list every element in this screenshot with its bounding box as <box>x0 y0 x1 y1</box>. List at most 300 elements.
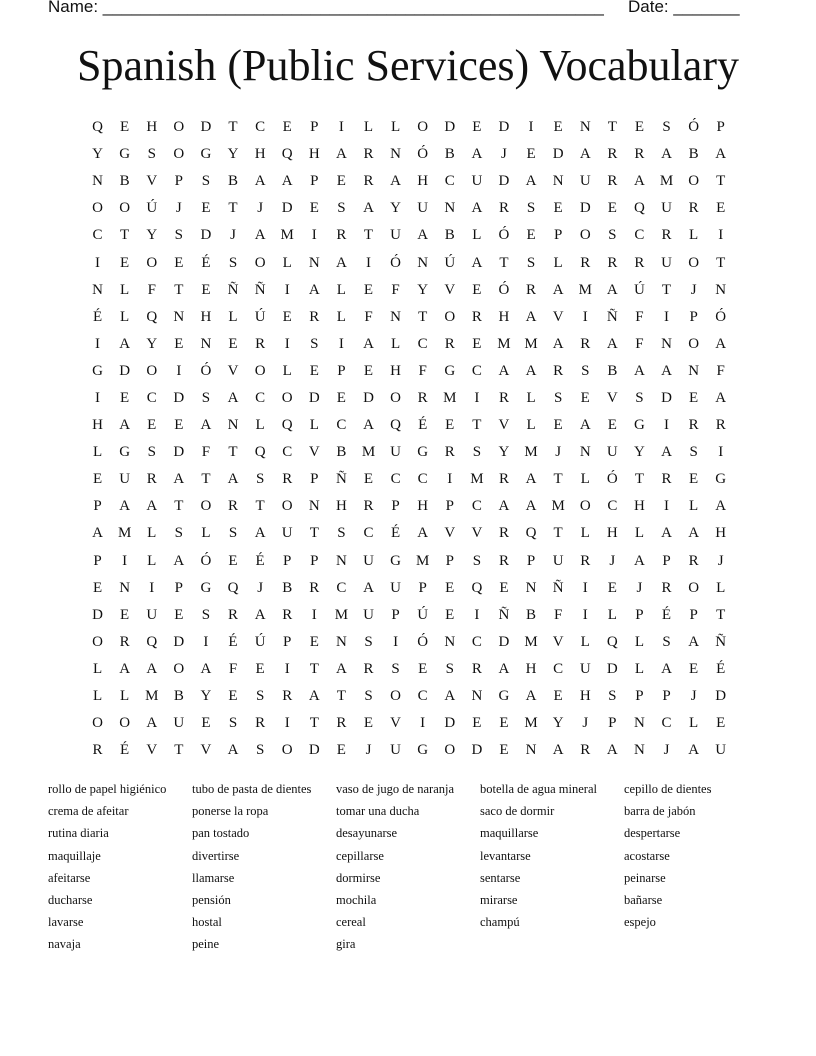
grid-letter[interactable]: V <box>146 742 158 759</box>
grid-letter[interactable]: E <box>363 362 374 379</box>
grid-letter[interactable]: P <box>174 173 183 190</box>
grid-letter[interactable]: T <box>363 227 374 244</box>
grid-letter[interactable]: F <box>228 660 238 677</box>
grid-letter[interactable]: U <box>390 444 401 461</box>
grid-letter[interactable]: U <box>390 742 401 759</box>
grid-letter[interactable]: A <box>661 660 672 677</box>
grid-letter[interactable]: T <box>336 688 346 705</box>
grid-letter[interactable]: L <box>689 715 699 732</box>
grid-letter[interactable]: I <box>664 308 670 325</box>
grid-letter[interactable]: U <box>579 173 591 190</box>
grid-letter[interactable]: Y <box>227 146 239 163</box>
grid-letter[interactable]: R <box>363 146 374 163</box>
grid-letter[interactable]: Q <box>227 579 239 596</box>
grid-letter[interactable]: E <box>716 715 726 732</box>
grid-letter[interactable]: V <box>308 444 320 461</box>
grid-letter[interactable]: B <box>526 606 537 623</box>
grid-letter[interactable]: S <box>472 444 482 461</box>
grid-letter[interactable]: B <box>119 173 130 190</box>
grid-letter[interactable]: D <box>92 606 103 623</box>
grid-letter[interactable]: O <box>390 688 401 705</box>
name-field[interactable]: Name: _____________________________________________________ <box>48 0 604 16</box>
grid-letter[interactable]: É <box>255 552 265 569</box>
grid-letter[interactable]: G <box>417 444 429 461</box>
grid-letter[interactable]: I <box>664 417 670 434</box>
grid-letter[interactable]: Ñ <box>552 579 564 596</box>
grid-letter[interactable]: L <box>309 417 319 434</box>
date-field[interactable]: Date: _______ <box>628 0 740 16</box>
grid-letter[interactable]: N <box>173 308 185 325</box>
grid-letter[interactable]: D <box>606 660 618 677</box>
grid-letter[interactable]: M <box>497 335 511 352</box>
grid-letter[interactable]: T <box>174 281 184 298</box>
grid-letter[interactable]: A <box>606 742 618 759</box>
grid-letter[interactable]: E <box>445 417 455 434</box>
grid-letter[interactable]: M <box>524 444 538 461</box>
grid-letter[interactable]: T <box>255 498 265 515</box>
grid-letter[interactable]: Ñ <box>715 633 727 650</box>
grid-letter[interactable]: A <box>715 335 727 352</box>
grid-letter[interactable]: T <box>201 471 211 488</box>
grid-letter[interactable]: T <box>228 119 238 136</box>
grid-letter[interactable]: N <box>471 688 483 705</box>
grid-letter[interactable]: R <box>498 552 509 569</box>
grid-letter[interactable]: A <box>579 146 591 163</box>
grid-letter[interactable]: L <box>92 660 103 677</box>
grid-letter[interactable]: D <box>471 742 483 759</box>
grid-letter[interactable]: Y <box>146 335 158 352</box>
grid-letter[interactable]: H <box>92 417 103 434</box>
grid-letter[interactable]: O <box>688 579 700 596</box>
grid-letter[interactable]: A <box>200 660 212 677</box>
grid-letter[interactable]: P <box>93 498 102 515</box>
grid-letter[interactable]: O <box>281 742 293 759</box>
grid-letter[interactable]: P <box>337 362 346 379</box>
grid-letter[interactable]: M <box>524 715 538 732</box>
grid-letter[interactable]: U <box>281 525 293 542</box>
grid-letter[interactable]: L <box>553 254 563 271</box>
grid-letter[interactable]: J <box>365 742 372 759</box>
grid-letter[interactable]: Y <box>417 281 429 298</box>
grid-letter[interactable]: J <box>690 281 697 298</box>
grid-letter[interactable]: Ú <box>146 200 158 217</box>
grid-letter[interactable]: N <box>390 308 401 325</box>
grid-letter[interactable]: S <box>174 227 183 244</box>
grid-letter[interactable]: C <box>282 444 293 461</box>
grid-letter[interactable]: Ú <box>634 281 645 298</box>
grid-letter[interactable]: D <box>715 688 727 705</box>
grid-letter[interactable]: S <box>147 444 156 461</box>
grid-letter[interactable]: E <box>580 389 590 406</box>
grid-letter[interactable]: A <box>200 417 212 434</box>
grid-letter[interactable]: D <box>661 389 672 406</box>
grid-letter[interactable]: Ñ <box>227 281 239 298</box>
grid-letter[interactable]: Ó <box>200 552 212 569</box>
grid-letter[interactable]: I <box>284 281 290 298</box>
grid-letter[interactable]: S <box>201 173 211 190</box>
grid-letter[interactable]: N <box>579 444 591 461</box>
grid-letter[interactable]: L <box>580 633 590 650</box>
grid-letter[interactable]: E <box>716 200 726 217</box>
grid-letter[interactable]: A <box>417 227 429 244</box>
grid-letter[interactable]: E <box>336 173 346 190</box>
grid-letter[interactable]: A <box>227 389 239 406</box>
grid-letter[interactable]: O <box>579 227 591 244</box>
grid-letter[interactable]: N <box>634 715 645 732</box>
grid-letter[interactable]: P <box>662 552 671 569</box>
grid-letter[interactable]: D <box>173 389 185 406</box>
grid-letter[interactable]: A <box>254 606 266 623</box>
grid-letter[interactable]: A <box>525 308 537 325</box>
grid-letter[interactable]: S <box>337 525 346 542</box>
grid-letter[interactable]: Y <box>146 227 158 244</box>
grid-letter[interactable]: H <box>417 173 429 190</box>
grid-letter[interactable]: V <box>444 525 456 542</box>
grid-letter[interactable]: E <box>120 119 130 136</box>
grid-letter[interactable]: H <box>606 525 618 542</box>
grid-letter[interactable]: A <box>308 281 320 298</box>
grid-letter[interactable]: E <box>363 281 374 298</box>
grid-letter[interactable]: E <box>147 417 157 434</box>
grid-letter[interactable]: D <box>173 444 185 461</box>
grid-letter[interactable]: Q <box>525 525 537 542</box>
grid-letter[interactable]: A <box>363 417 374 434</box>
grid-letter[interactable]: M <box>443 389 457 406</box>
grid-letter[interactable]: R <box>363 173 374 190</box>
grid-letter[interactable]: É <box>201 254 211 271</box>
grid-letter[interactable]: S <box>608 227 617 244</box>
grid-letter[interactable]: S <box>635 389 644 406</box>
grid-letter[interactable]: P <box>635 606 644 623</box>
grid-letter[interactable]: R <box>661 471 672 488</box>
grid-letter[interactable]: R <box>255 715 266 732</box>
grid-letter[interactable]: L <box>228 308 238 325</box>
grid-letter[interactable]: L <box>92 688 103 705</box>
grid-letter[interactable]: O <box>173 119 185 136</box>
grid-letter[interactable]: S <box>337 200 346 217</box>
grid-letter[interactable]: O <box>146 254 158 271</box>
grid-letter[interactable]: Y <box>498 444 510 461</box>
grid-letter[interactable]: N <box>308 254 320 271</box>
grid-letter[interactable]: H <box>146 119 158 136</box>
grid-letter[interactable]: P <box>283 552 292 569</box>
grid-letter[interactable]: T <box>661 281 672 298</box>
grid-letter[interactable]: I <box>95 335 101 352</box>
grid-letter[interactable]: G <box>417 742 429 759</box>
grid-letter[interactable]: E <box>418 660 428 677</box>
grid-letter[interactable]: P <box>310 471 319 488</box>
grid-letter[interactable]: I <box>122 552 128 569</box>
grid-letter[interactable]: S <box>689 444 698 461</box>
grid-letter[interactable]: Ó <box>390 254 401 271</box>
grid-letter[interactable]: M <box>416 552 430 569</box>
grid-letter[interactable]: U <box>390 579 401 596</box>
grid-letter[interactable]: L <box>390 119 401 136</box>
grid-letter[interactable]: A <box>444 688 456 705</box>
grid-letter[interactable]: M <box>551 498 565 515</box>
grid-letter[interactable]: P <box>689 606 698 623</box>
grid-letter[interactable]: E <box>309 362 319 379</box>
grid-letter[interactable]: O <box>390 389 401 406</box>
grid-letter[interactable]: S <box>526 200 536 217</box>
grid-letter[interactable]: A <box>715 389 727 406</box>
grid-letter[interactable]: R <box>607 173 618 190</box>
grid-letter[interactable]: G <box>498 688 510 705</box>
grid-letter[interactable]: A <box>579 417 591 434</box>
grid-letter[interactable]: D <box>552 146 564 163</box>
grid-letter[interactable]: E <box>553 688 563 705</box>
grid-letter[interactable]: E <box>607 200 617 217</box>
grid-letter[interactable]: A <box>525 362 537 379</box>
grid-letter[interactable]: E <box>472 335 482 352</box>
grid-letter[interactable]: A <box>661 525 672 542</box>
grid-letter[interactable]: A <box>525 498 537 515</box>
grid-letter[interactable]: N <box>444 200 456 217</box>
grid-letter[interactable]: J <box>609 552 616 569</box>
grid-letter[interactable]: V <box>606 389 618 406</box>
grid-letter[interactable]: O <box>173 146 185 163</box>
grid-letter[interactable]: E <box>363 715 374 732</box>
grid-letter[interactable]: V <box>146 173 158 190</box>
grid-letter[interactable]: N <box>661 335 672 352</box>
grid-letter[interactable]: I <box>365 254 371 271</box>
grid-letter[interactable]: R <box>498 471 509 488</box>
grid-letter[interactable]: R <box>146 471 157 488</box>
grid-letter[interactable]: D <box>281 200 293 217</box>
grid-letter[interactable]: I <box>582 308 588 325</box>
grid-letter[interactable]: R <box>580 552 591 569</box>
grid-letter[interactable]: E <box>472 281 482 298</box>
grid-letter[interactable]: O <box>92 633 103 650</box>
grid-letter[interactable]: N <box>525 742 537 759</box>
grid-letter[interactable]: E <box>174 606 184 623</box>
grid-letter[interactable]: A <box>606 335 618 352</box>
grid-letter[interactable]: R <box>363 498 374 515</box>
grid-letter[interactable]: A <box>634 173 645 190</box>
grid-letter[interactable]: G <box>92 362 103 379</box>
grid-letter[interactable]: O <box>579 498 591 515</box>
grid-letter[interactable]: A <box>390 173 401 190</box>
grid-letter[interactable]: A <box>335 660 347 677</box>
grid-letter[interactable]: P <box>445 552 454 569</box>
grid-letter[interactable]: E <box>634 119 644 136</box>
grid-letter[interactable]: C <box>255 389 266 406</box>
grid-letter[interactable]: M <box>578 281 592 298</box>
grid-letter[interactable]: E <box>201 715 211 732</box>
grid-letter[interactable]: H <box>715 525 727 542</box>
grid-letter[interactable]: L <box>255 417 265 434</box>
grid-letter[interactable]: A <box>173 471 185 488</box>
grid-letter[interactable]: L <box>120 308 130 325</box>
grid-letter[interactable]: E <box>472 119 482 136</box>
grid-letter[interactable]: C <box>146 389 157 406</box>
grid-letter[interactable]: S <box>228 254 238 271</box>
grid-letter[interactable]: P <box>526 552 536 569</box>
grid-letter[interactable]: O <box>254 254 266 271</box>
grid-letter[interactable]: Y <box>390 200 401 217</box>
grid-letter[interactable]: N <box>390 146 401 163</box>
grid-letter[interactable]: C <box>607 498 618 515</box>
grid-letter[interactable]: I <box>338 335 344 352</box>
grid-letter[interactable]: B <box>173 688 184 705</box>
grid-letter[interactable]: E <box>689 660 699 677</box>
grid-letter[interactable]: E <box>607 417 617 434</box>
grid-letter[interactable]: G <box>444 362 456 379</box>
grid-letter[interactable]: N <box>335 552 347 569</box>
grid-letter[interactable]: F <box>391 281 400 298</box>
grid-letter[interactable]: S <box>201 389 211 406</box>
grid-letter[interactable]: A <box>281 173 293 190</box>
grid-letter[interactable]: A <box>471 146 483 163</box>
grid-letter[interactable]: E <box>201 281 211 298</box>
grid-letter[interactable]: Q <box>281 146 293 163</box>
grid-letter[interactable]: I <box>664 498 670 515</box>
grid-letter[interactable]: A <box>525 471 537 488</box>
grid-letter[interactable]: V <box>552 633 564 650</box>
grid-letter[interactable]: S <box>147 146 156 163</box>
grid-letter[interactable]: E <box>499 715 509 732</box>
grid-letter[interactable]: P <box>93 552 102 569</box>
grid-letter[interactable]: T <box>472 417 482 434</box>
grid-letter[interactable]: E <box>92 471 103 488</box>
grid-letter[interactable]: I <box>284 715 290 732</box>
grid-letter[interactable]: P <box>283 633 292 650</box>
grid-letter[interactable]: A <box>525 173 537 190</box>
grid-letter[interactable]: A <box>606 281 618 298</box>
grid-letter[interactable]: S <box>581 362 590 379</box>
grid-letter[interactable]: O <box>417 119 429 136</box>
grid-letter[interactable]: J <box>690 688 697 705</box>
grid-letter[interactable]: D <box>200 119 212 136</box>
grid-letter[interactable]: S <box>255 471 265 488</box>
grid-letter[interactable]: A <box>715 146 727 163</box>
grid-letter[interactable]: B <box>688 146 699 163</box>
grid-letter[interactable]: O <box>146 362 158 379</box>
grid-letter[interactable]: B <box>444 227 455 244</box>
grid-letter[interactable]: Q <box>146 633 158 650</box>
grid-letter[interactable]: R <box>580 335 591 352</box>
grid-letter[interactable]: L <box>336 281 346 298</box>
grid-letter[interactable]: N <box>417 254 429 271</box>
grid-letter[interactable]: V <box>390 715 401 732</box>
grid-letter[interactable]: N <box>335 633 347 650</box>
grid-letter[interactable]: N <box>92 173 103 190</box>
grid-letter[interactable]: É <box>716 660 726 677</box>
grid-letter[interactable]: Y <box>634 444 645 461</box>
grid-letter[interactable]: R <box>309 579 320 596</box>
grid-letter[interactable]: R <box>688 417 699 434</box>
grid-letter[interactable]: H <box>200 308 212 325</box>
grid-letter[interactable]: A <box>471 200 483 217</box>
grid-letter[interactable]: D <box>444 119 456 136</box>
grid-letter[interactable]: R <box>282 688 293 705</box>
grid-letter[interactable]: M <box>659 173 674 190</box>
grid-letter[interactable]: D <box>444 715 456 732</box>
grid-letter[interactable]: O <box>254 362 266 379</box>
grid-letter[interactable]: E <box>228 335 238 352</box>
grid-letter[interactable]: E <box>120 254 130 271</box>
grid-letter[interactable]: N <box>308 498 320 515</box>
grid-letter[interactable]: A <box>119 335 131 352</box>
grid-letter[interactable]: U <box>661 254 672 271</box>
grid-letter[interactable]: N <box>200 335 212 352</box>
grid-letter[interactable]: A <box>227 742 239 759</box>
grid-letter[interactable]: É <box>418 417 428 434</box>
grid-letter[interactable]: L <box>607 606 617 623</box>
grid-letter[interactable]: P <box>716 119 725 136</box>
grid-letter[interactable]: E <box>472 715 482 732</box>
grid-letter[interactable]: L <box>526 417 536 434</box>
grid-letter[interactable]: P <box>635 688 644 705</box>
grid-letter[interactable]: S <box>608 688 617 705</box>
grid-letter[interactable]: G <box>119 146 131 163</box>
grid-letter[interactable]: A <box>634 362 645 379</box>
grid-letter[interactable]: M <box>524 633 538 650</box>
grid-letter[interactable]: R <box>471 660 482 677</box>
grid-letter[interactable]: J <box>257 200 264 217</box>
grid-letter[interactable]: O <box>688 173 700 190</box>
grid-letter[interactable]: D <box>308 742 320 759</box>
grid-letter[interactable]: C <box>471 633 482 650</box>
grid-letter[interactable]: R <box>282 606 293 623</box>
grid-letter[interactable]: P <box>310 119 319 136</box>
grid-letter[interactable]: B <box>282 579 293 596</box>
grid-letter[interactable]: M <box>145 688 159 705</box>
grid-letter[interactable]: Ñ <box>254 281 266 298</box>
grid-letter[interactable]: A <box>119 498 131 515</box>
grid-letter[interactable]: L <box>580 525 590 542</box>
grid-letter[interactable]: C <box>92 227 103 244</box>
grid-letter[interactable]: C <box>336 579 347 596</box>
grid-letter[interactable]: P <box>553 227 563 244</box>
grid-letter[interactable]: E <box>607 579 617 596</box>
grid-letter[interactable]: S <box>255 688 265 705</box>
grid-letter[interactable]: I <box>203 633 209 650</box>
grid-letter[interactable]: E <box>174 254 184 271</box>
grid-letter[interactable]: U <box>363 606 374 623</box>
grid-letter[interactable]: U <box>552 552 564 569</box>
grid-letter[interactable]: E <box>92 579 103 596</box>
grid-letter[interactable]: R <box>336 715 347 732</box>
grid-letter[interactable]: E <box>445 606 455 623</box>
grid-letter[interactable]: L <box>472 227 482 244</box>
grid-letter[interactable]: D <box>173 633 185 650</box>
grid-letter[interactable]: E <box>309 633 319 650</box>
grid-letter[interactable]: Q <box>281 417 293 434</box>
grid-letter[interactable]: R <box>228 498 239 515</box>
grid-letter[interactable]: C <box>471 362 482 379</box>
grid-letter[interactable]: É <box>228 633 238 650</box>
grid-letter[interactable]: R <box>498 389 509 406</box>
grid-letter[interactable]: L <box>634 525 644 542</box>
grid-letter[interactable]: C <box>634 227 645 244</box>
grid-letter[interactable]: H <box>634 498 645 515</box>
grid-letter[interactable]: J <box>175 200 182 217</box>
grid-letter[interactable]: D <box>363 389 374 406</box>
grid-letter[interactable]: Q <box>146 308 158 325</box>
grid-letter[interactable]: U <box>119 471 131 488</box>
grid-letter[interactable]: Y <box>92 146 103 163</box>
grid-letter[interactable]: G <box>390 552 401 569</box>
grid-letter[interactable]: A <box>417 525 429 542</box>
grid-letter[interactable]: G <box>634 417 645 434</box>
grid-letter[interactable]: L <box>390 335 401 352</box>
grid-letter[interactable]: E <box>363 471 374 488</box>
grid-letter[interactable]: D <box>200 227 212 244</box>
grid-letter[interactable]: T <box>553 525 563 542</box>
grid-letter[interactable]: A <box>634 552 645 569</box>
grid-letter[interactable]: L <box>92 444 103 461</box>
